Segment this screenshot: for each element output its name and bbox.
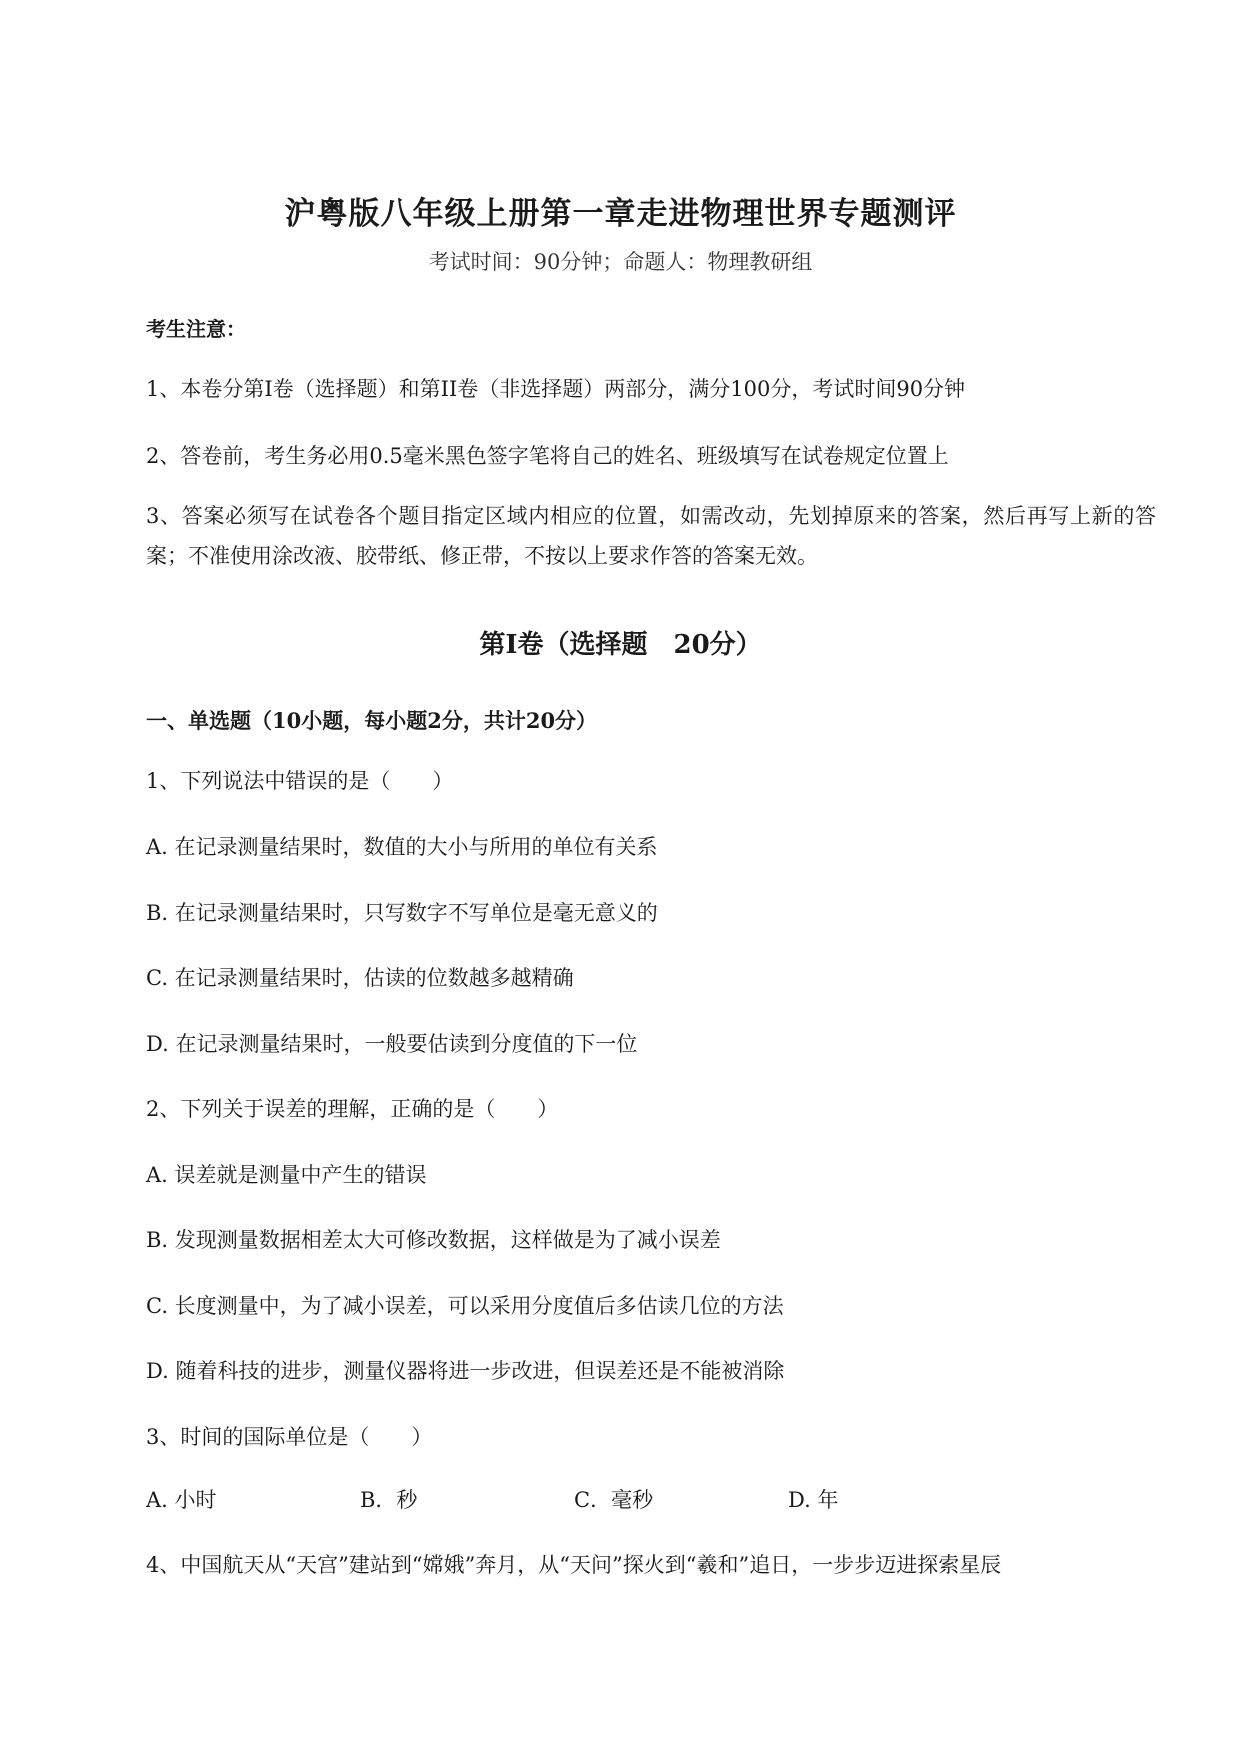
question-option: A. 误差就是测量中产生的错误 (146, 1163, 427, 1187)
section-title: 第I卷（选择题 20分） (479, 630, 762, 660)
question-option: D. 年 (788, 1488, 839, 1512)
question-option: C. 长度测量中，为了减小误差，可以采用分度值后多估读几位的方法 (146, 1294, 784, 1318)
exam-info: 考试时间：90分钟；命题人：物理教研组 (428, 250, 813, 274)
notice-heading: 考生注意： (146, 317, 246, 341)
question-stem: 2、下列关于误差的理解，正确的是（ ） (146, 1097, 559, 1121)
question-option: D. 在记录测量结果时，一般要估读到分度值的下一位 (146, 1032, 638, 1056)
page-title: 沪粤版八年级上册第一章走进物理世界专题测评 (284, 196, 957, 232)
notice-item: 2、答卷前，考生务必用0.5毫米黑色签字笔将自己的姓名、班级填写在试卷规定位置上 (146, 444, 949, 468)
question-option: C．毫秒 (574, 1488, 654, 1512)
notice-item: 3、答案必须写在试卷各个题目指定区域内相应的位置，如需改动，先划掉原来的答案，然后再写上新的答案；不准使用涂改液、胶带纸、修正带，不按以上要求作答的答案无效。 (146, 504, 1156, 568)
question-option: A. 在记录测量结果时，数值的大小与所用的单位有关系 (146, 835, 658, 859)
question-stem: 3、时间的国际单位是（ ） (146, 1425, 433, 1449)
notice-item: 1、本卷分第I卷（选择题）和第II卷（非选择题）两部分，满分100分，考试时间90分钟 (146, 377, 966, 401)
question-option: B. 在记录测量结果时，只写数字不写单位是毫无意义的 (146, 901, 658, 925)
question-option: D. 随着科技的进步，测量仪器将进一步改进，但误差还是不能被消除 (146, 1359, 785, 1383)
question-stem: 1、下列说法中错误的是（ ） (146, 769, 454, 793)
question-option: B. 发现测量数据相差太大可修改数据，这样做是为了减小误差 (146, 1228, 721, 1252)
question-option: B．秒 (360, 1488, 418, 1512)
question-stem: 4、中国航天从“天宫”建站到“嫦娥”奔月，从“天问”探火到“羲和”追日，一步步迈进探索星辰 (146, 1553, 1002, 1577)
question-option: A. 小时 (146, 1488, 217, 1512)
part-heading: 一、单选题（10小题，每小题2分，共计20分） (146, 708, 598, 733)
question-option: C. 在记录测量结果时，估读的位数越多越精确 (146, 966, 574, 990)
